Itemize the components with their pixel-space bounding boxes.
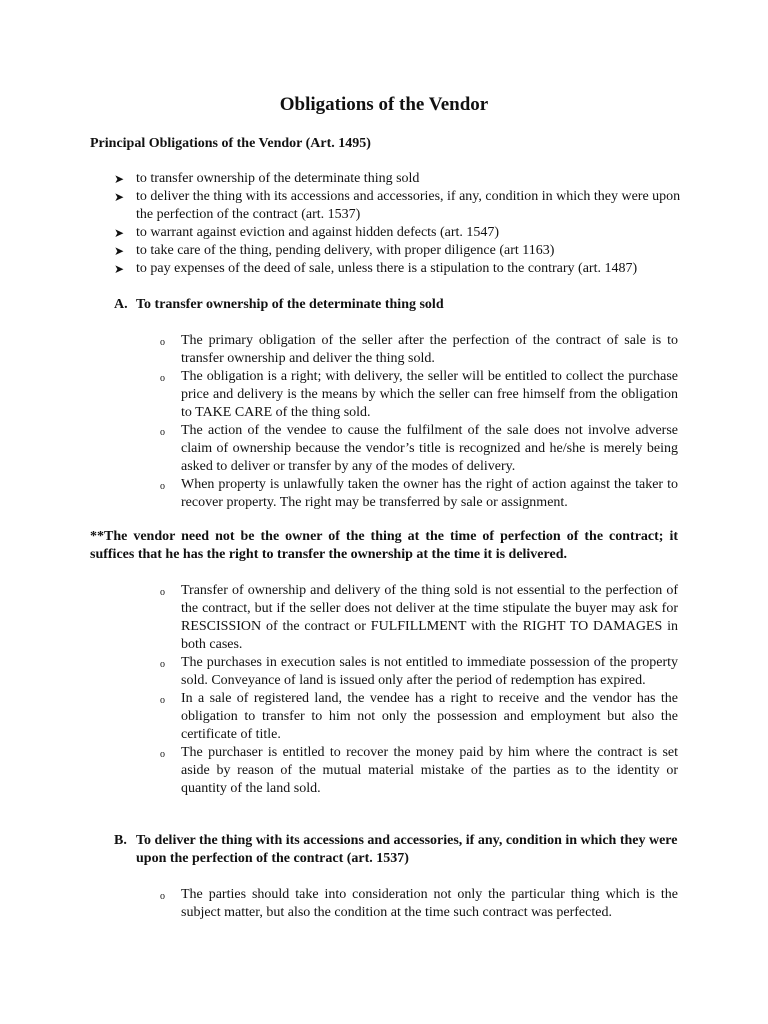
list-item: ➤ to take care of the thing, pending delivery, with proper diligence (art 1163) — [114, 243, 555, 258]
list-item: ➤ to pay expenses of the deed of sale, unless there is a stipulation to the contrary (art. 1487) — [114, 261, 638, 276]
list-item: o The purchaser is entitled to recover the money paid by him where the contract is set aside by reason of the mutual material mistake of the parties as to the identity or quantity of the land sold. — [160, 745, 678, 796]
list-item: ➤ to transfer ownership of the determinate thing sold — [114, 171, 420, 186]
arrow-bullet-icon: ➤ — [114, 262, 125, 276]
arrow-bullet-icon: ➤ — [114, 244, 125, 258]
list-item: o In a sale of registered land, the vendee has a right to receive and the vendor has the obligation to transfer to him not only the possession and employment but also the certificate of title. — [160, 691, 678, 742]
section-b-heading — [114, 832, 684, 868]
circle-bullet-icon: o — [160, 659, 165, 670]
circle-bullet-icon: o — [160, 481, 165, 492]
vendor-note: **The vendor need not be the owner of the thing at the time of perfection of the contract; it suffices that he has the right to transfer the ownership at the time it is delivered. — [90, 529, 678, 562]
section-a-bullets — [160, 332, 678, 512]
arrow-bullet-icon: ➤ — [114, 226, 125, 240]
note-bullets — [160, 582, 678, 798]
list-item: ➤ to warrant against eviction and against hidden defects (art. 1547) — [114, 225, 500, 240]
circle-bullet-icon: o — [160, 337, 165, 348]
section-b-bullets — [160, 886, 678, 922]
section-label: A. — [114, 297, 128, 312]
principal-obligations-heading: Principal Obligations of the Vendor (Art. 1495) — [90, 136, 371, 151]
section-a-heading — [114, 296, 684, 314]
circle-bullet-icon: o — [160, 749, 165, 760]
list-item: o The parties should take into consideration not only the particular thing which is the subject matter, but also the condition at the time such contract was perfected. — [160, 887, 678, 920]
circle-bullet-icon: o — [160, 695, 165, 706]
section-title: To transfer ownership of the determinate thing sold — [136, 297, 444, 312]
list-item: o The action of the vendee to cause the fulfilment of the sale does not involve adverse claim of ownership because the vendor’s title is recognized and he/she is merely being asked to deliver or transfer by any of the modes of delivery. — [160, 423, 678, 474]
circle-bullet-icon: o — [160, 891, 165, 902]
list-item: ➤ to deliver the thing with its accessions and accessories, if any, condition in which they were upon the perfection of the contract (art. 1537) — [114, 189, 681, 222]
list-item: o The primary obligation of the seller after the perfection of the contract of sale is to transfer ownership and deliver the thing sold. — [160, 333, 678, 366]
page-title: Obligations of the Vendor — [279, 94, 489, 115]
section-title: To deliver the thing with its accessions and accessories, if any, condition in which they were upon the perfection of the contract (art. 1537) — [136, 833, 678, 866]
list-item: o The obligation is a right; with delivery, the seller will be entitled to collect the purchase price and delivery is the means by which the seller can free himself from the obligation to TAKE CARE of the thing sold. — [160, 369, 678, 420]
section-label: B. — [114, 833, 127, 848]
list-item: o When property is unlawfully taken the owner has the right of action against the taker to recover property. The right may be transferred by sale or assignment. — [160, 477, 678, 510]
list-item: o Transfer of ownership and delivery of the thing sold is not essential to the perfection of the contract, but if the seller does not deliver at the time stipulate the buyer may ask for RESCISSION of the contract or FULFILLMENT with the RIGHT TO DAMAGES in both cases. — [160, 583, 678, 652]
circle-bullet-icon: o — [160, 427, 165, 438]
circle-bullet-icon: o — [160, 373, 165, 384]
list-item: o The purchases in execution sales is not entitled to immediate possession of the property sold. Conveyance of land is issued only after the period of redemption has expired. — [160, 655, 678, 688]
arrow-bullet-icon: ➤ — [114, 172, 125, 186]
circle-bullet-icon: o — [160, 587, 165, 598]
arrow-bullet-icon: ➤ — [114, 190, 125, 204]
principal-obligations-list — [114, 170, 684, 278]
